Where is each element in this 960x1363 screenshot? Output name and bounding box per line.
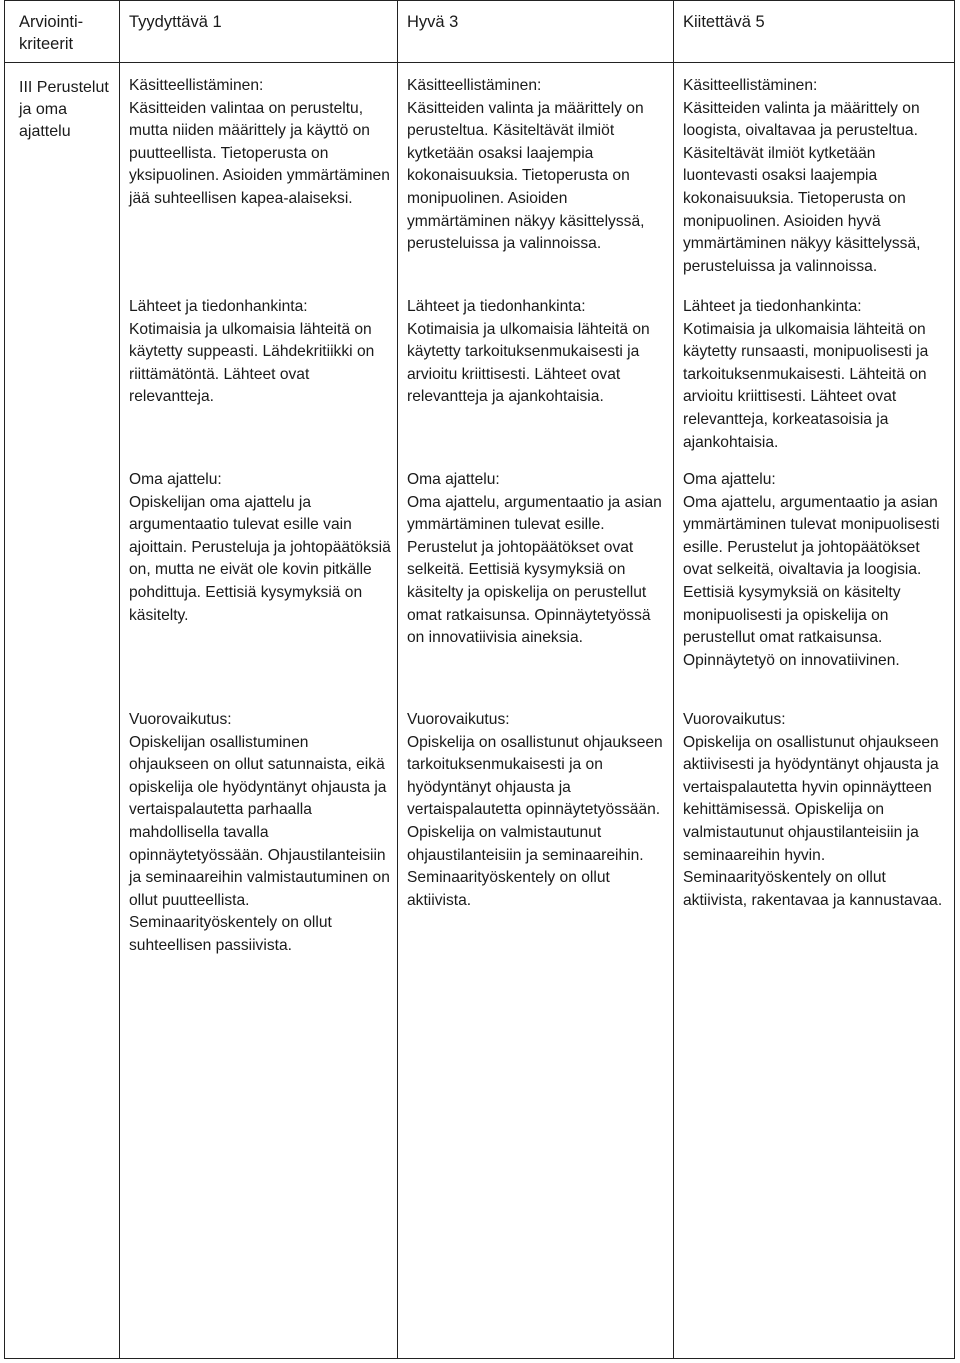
- section-text: Kotimaisia ja ulkomaisia lähteitä on käytetty tarkoituksenmukaisesti ja arvioitu kriittisesti. Lähteet ovat relevantteja ja ajankohtaisia.: [407, 320, 650, 406]
- row-label: III Perustelut ja oma ajattelu: [19, 79, 109, 140]
- column-divider: [119, 1, 120, 1358]
- section-text: Oma ajattelu, argumentaatio ja asian ymmärtäminen tulevat esille. Perustelut ja johtopäätökset ovat selkeitä. Eettisiä kysymyksiä on käsitelty ja opiskelija on perustellut omat ratkaisunsa. Opinnäytetyössä on innovatiivisia aineksia.: [407, 493, 662, 647]
- section-title: Lähteet ja tiedonhankinta:: [129, 298, 308, 315]
- section-text: Käsitteiden valinta ja määrittely on perusteltua. Käsiteltävät ilmiöt kytketään osaksi laajempia kokonaisuuksia. Tietoperusta on monipuolinen. Asioiden ymmärtäminen näkyy käsittelyssä, perusteluissa ja valinnoissa.: [407, 99, 645, 253]
- grade-3-conceptualisation: [407, 75, 669, 256]
- section-title: Oma ajattelu:: [683, 471, 776, 488]
- section-title: Käsitteellistäminen:: [129, 77, 264, 94]
- grade-3-interaction: [407, 709, 669, 912]
- section-text: Kotimaisia ja ulkomaisia lähteitä on käytetty suppeasti. Lähdekritiikki on riittämätöntä. Lähteet ovat relevantteja.: [129, 320, 375, 406]
- grade-5-interaction: [683, 709, 945, 912]
- section-text: Opiskelijan oma ajattelu ja argumentaatio tulevat esille vain ajoittain. Perusteluja ja johtopäätöksiä on, mutta ne eivät ole kovin pitkälle pohdittuja. Eettisiä kysymyksiä on käsitelty.: [129, 493, 391, 624]
- section-text: Oma ajattelu, argumentaatio ja asian ymmärtäminen tulevat monipuolisesti esille. Perustelut ja johtopäätökset ovat selkeitä, oivaltavia ja loogisia. Eettisiä kysymyksiä on käsitelty monipuolisesti ja opiskelija on perustellut omat ratkaisunsa. Opinnäytetyö on innovatiivinen.: [683, 493, 940, 669]
- section-title: Käsitteellistäminen:: [407, 77, 542, 94]
- grade-1-sources: [129, 296, 391, 409]
- header-divider: [5, 62, 954, 63]
- section-text: Käsitteiden valintaa on perusteltu, mutta niiden määrittely ja käyttö on puutteellista. Tietoperusta on yksipuolinen. Asioiden ymmärtäminen jää suhteellisen kapea-alaiseksi.: [129, 99, 390, 207]
- header-criteria: Arviointi- kriteerit: [19, 13, 84, 53]
- section-title: Vuorovaikutus:: [407, 711, 510, 728]
- column-divider: [397, 1, 398, 1358]
- header-grade-5: Kiitettävä 5: [683, 13, 765, 31]
- section-title: Oma ajattelu:: [407, 471, 500, 488]
- grade-1-own-thinking: [129, 469, 391, 627]
- section-text: Käsitteiden valinta ja määrittely on loogista, oivaltavaa ja perusteltua. Käsiteltävät ilmiöt kytketään luontevasti osaksi laajempia kokonaisuuksia. Tietoperusta on monipuolinen. Asioiden hyvä ymmärtäminen näkyy käsittelyssä, perusteluissa ja valinnoissa.: [683, 99, 921, 275]
- section-title: Käsitteellistäminen:: [683, 77, 818, 94]
- section-title: Oma ajattelu:: [129, 471, 222, 488]
- section-title: Lähteet ja tiedonhankinta:: [407, 298, 586, 315]
- section-title: Lähteet ja tiedonhankinta:: [683, 298, 862, 315]
- section-title: Vuorovaikutus:: [129, 711, 232, 728]
- grade-3-sources: [407, 296, 669, 409]
- header-grade-3: Hyvä 3: [407, 13, 459, 31]
- grade-1-conceptualisation: [129, 75, 391, 211]
- section-text: Opiskelija on osallistunut ohjaukseen tarkoituksenmukaisesti ja on hyödyntänyt ohjausta ja vertaispalautetta opinnäytetyössään. Opiskelija on valmistautunut ohjaustilanteisiin ja seminaareihin. Seminaarityöskentely on ollut aktiivista.: [407, 733, 663, 909]
- grade-3-own-thinking: [407, 469, 669, 650]
- grade-1-interaction: [129, 709, 391, 958]
- grade-5-own-thinking: [683, 469, 945, 672]
- section-title: Vuorovaikutus:: [683, 711, 786, 728]
- section-text: Opiskelijan osallistuminen ohjaukseen on ollut satunnaista, eikä opiskelija ole hyödyntänyt ohjausta ja vertaispalautetta parhaalla mahdollisella tavalla opinnäytetyössään. Ohjaustilanteisiin ja seminaareihin valmistautuminen on ollut puutteellista. Seminaarityöskentely on ollut suhteellisen passiivista.: [129, 733, 390, 954]
- section-text: Kotimaisia ja ulkomaisia lähteitä on käytetty runsaasti, monipuolisesti ja tarkoituksenmukaisesti. Lähteitä on arvioitu kriittisesti. Lähteet ovat relevantteja, korkeatasoisia ja ajankohtaisia.: [683, 320, 929, 451]
- section-text: Opiskelija on osallistunut ohjaukseen aktiivisesti ja hyödyntänyt ohjausta ja vertaispalautetta hyvin opinnäytteen kehittämisessä. Opiskelija on valmistautunut ohjaustilanteisiin ja seminaareihin hyvin. Seminaarityöskentely on ollut aktiivista, rakentavaa ja kannustavaa.: [683, 733, 943, 909]
- grade-5-sources: [683, 296, 945, 454]
- assessment-table: [4, 0, 955, 1359]
- header-grade-1: Tyydyttävä 1: [129, 13, 222, 31]
- column-divider: [673, 1, 674, 1358]
- grade-5-conceptualisation: [683, 75, 945, 278]
